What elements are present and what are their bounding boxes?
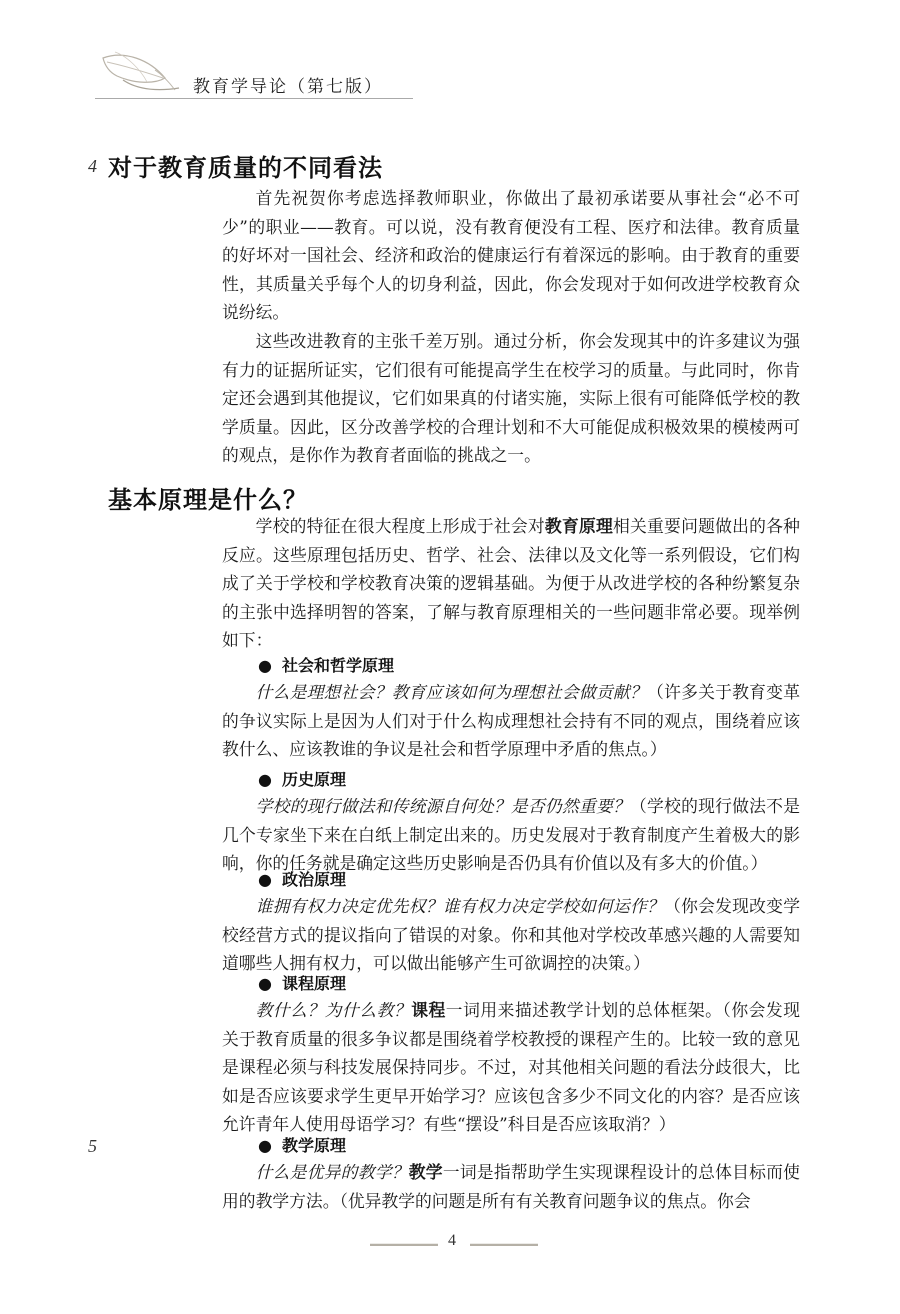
principle-heading [258,1133,346,1156]
leaf-ornament-icon [95,40,190,102]
principle-heading [258,653,394,676]
bullet-icon: ● [258,770,272,789]
bullet-icon: ● [258,870,272,889]
running-head: 教育学导论（第七版） [193,77,383,97]
margin-number: 5 [88,1136,97,1156]
footer-ornament-left [370,1243,438,1246]
principle-heading [258,767,346,790]
intro-text: 学校的特征在很大程度上形成于社会对 [255,516,545,536]
principle-title: 历史原理 [281,770,346,789]
principle-explanation: （你会发现改变学校经营方式的提议指向了错误的对象。你和其他对学校改革感兴趣的人需要知道哪些人拥有权力，可以做出能够产生可欲调控的决策。） [222,896,800,974]
principle-title: 政治原理 [281,870,346,889]
principle-heading [258,867,346,890]
paragraph [222,512,800,655]
bullet-icon: ● [258,974,272,993]
principle-explanation: 一词是指帮助学生实现课程设计的总体目标而使用的教学方法。（优异教学的问题是所有有关教育问题争议的焦点。你会 [222,1162,800,1211]
intro-text: 相关重要问题做出的各种反应。这些原理包括历史、哲学、社会、法律以及文化等一系列假设，它们构成了关于学校和学校教育决策的逻辑基础。为便于从改进学校的各种纷繁复杂的主张中选择明智的答案，了解与教育原理相关的一些问题非常必要。现举例如下： [222,516,800,651]
principle-heading [258,971,346,994]
principle-text [222,678,800,764]
principle-explanation: （学校的现行做法不是几个专家坐下来在白纸上制定出来的。历史发展对于教育制度产生着极大的影响，你的任务就是确定这些历史影响是否仍具有价值以及有多大的价值。） [222,796,800,874]
principle-question: 教什么？为什么教？ [255,1000,412,1020]
principle-title: 社会和哲学原理 [281,656,394,675]
key-term: 教学 [408,1162,443,1182]
key-term: 课程 [411,1000,446,1020]
page-header [95,40,425,102]
header-rule [95,98,413,99]
principle-text [222,1158,800,1215]
paragraph: 首先祝贺你考虑选择教师职业，你做出了最初承诺要从事社会“必不可少”的职业——教育。可以说，没有教育便没有工程、医疗和法律。教育质量的好坏对一国社会、经济和政治的健康运行有着深远的影响。由于教育的重要性，其质量关乎每个人的切身利益，因此，你会发现对于如何改进学校教育众说纷纭。 [222,188,800,323]
principle-explanation: （许多关于教育变革的争议实际上是因为人们对于什么构成理想社会持有不同的观点，围绕着应该教什么、应该教谁的争议是社会和哲学原理中矛盾的焦点。） [222,682,800,760]
principle-title: 教学原理 [281,1136,346,1155]
margin-number: 4 [88,156,97,176]
key-term: 教育原理 [544,516,613,536]
bullet-icon: ● [258,1136,272,1155]
principle-text [222,892,800,978]
principle-explanation: 一词用来描述教学计划的总体框架。（你会发现关于教育质量的很多争议都是围绕着学校教授的课程产生的。比较一致的意见是课程必须与科技发展保持同步。不过，对其他相关问题的看法分歧很大，比如是否应该要求学生更早开始学习？应该包含多少不同文化的内容？是否应该允许青年人使用母语学习？有些“摆设”科目是否应该取消？） [222,1000,800,1135]
footer-ornament-right [470,1243,538,1246]
principle-title: 课程原理 [281,974,346,993]
principle-question: 谁拥有权力决定优先权？谁有权力决定学校如何运作？ [255,896,665,916]
section-heading: 对于教育质量的不同看法 [108,154,383,182]
page-footer [0,1232,900,1262]
principle-question: 学校的现行做法和传统源自何处？是否仍然重要？ [255,796,631,816]
bullet-icon: ● [258,656,272,675]
paragraph: 这些改进教育的主张千差万别。通过分析，你会发现其中的许多建议为强有力的证据所证实，它们很有可能提高学生在校学习的质量。与此同时，你肯定还会遇到其他提议，它们如果真的付诸实施，实际上很有可能降低学校的教学质量。因此，区分改善学校的合理计划和不大可能促成积极效果的模棱两可的观点，是你作为教育者面临的挑战之一。 [222,331,800,466]
principle-question: 什么是理想社会？教育应该如何为理想社会做贡献？ [255,682,648,702]
principle-text [222,792,800,878]
principle-text [222,996,800,1139]
section-heading: 基本原理是什么？ [108,486,308,514]
page-number: 4 [448,1232,456,1249]
principle-question: 什么是优异的教学？ [255,1162,409,1182]
